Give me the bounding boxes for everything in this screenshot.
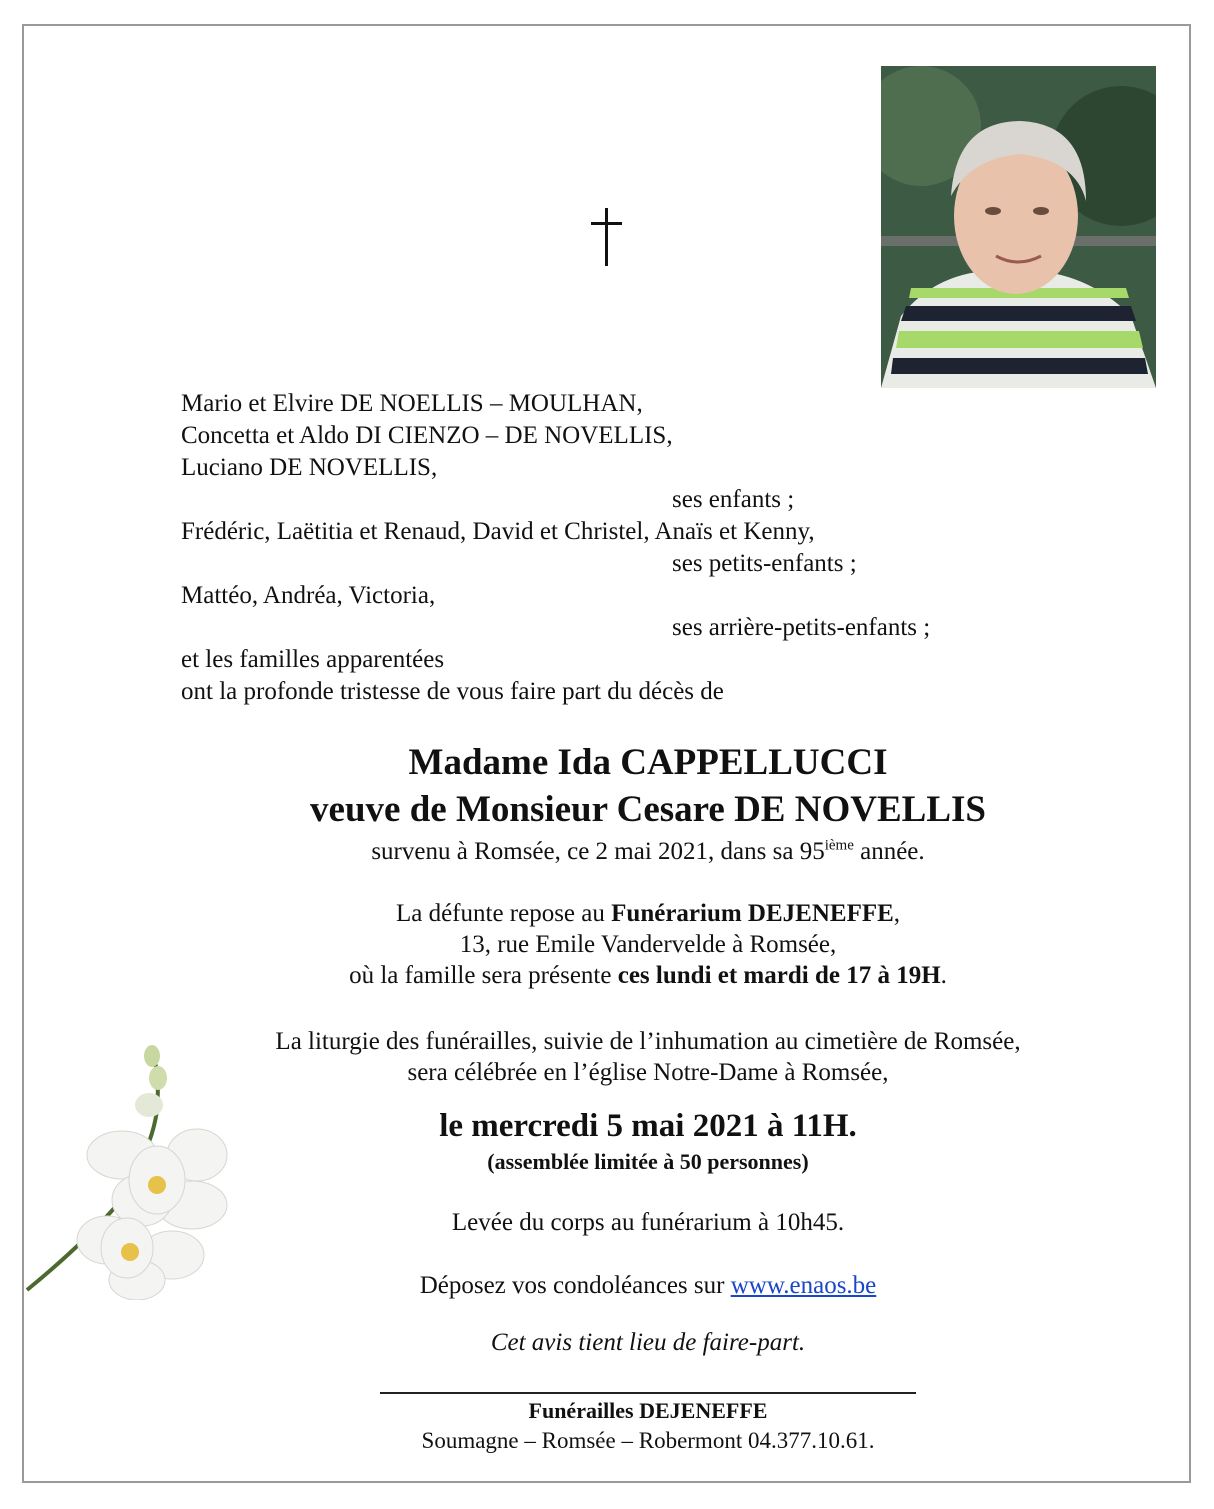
footer-divider <box>380 1392 916 1394</box>
notice-text: Cet avis tient lieu de faire-part. <box>490 1329 806 1356</box>
cross-icon <box>588 208 626 266</box>
orchid-icon <box>22 1040 232 1300</box>
family-great-grandchildren: Mattéo, Andréa, Victoria, <box>181 582 436 609</box>
portrait-photo <box>881 66 1156 388</box>
family-announcement: ont la profonde tristesse de vous faire part du décès de <box>181 678 724 705</box>
condolences-line: Déposez vos condoléances sur www.enaos.be <box>419 1272 877 1299</box>
family-children-2: Concetta et Aldo DI CIENZO – DE NOVELLIS, <box>181 422 673 449</box>
ceremony-date: le mercredi 5 mai 2021 à 11H. <box>439 1108 857 1144</box>
death-details: survenu à Romsée, ce 2 mai 2021, dans sa 95ième année. <box>371 837 925 865</box>
family-children-3: Luciano DE NOVELLIS, <box>181 454 438 481</box>
visitation-line-2: 13, rue Emile Vandervelde à Romsée, <box>459 931 837 958</box>
children-label: ses enfants ; <box>672 486 795 513</box>
deceased-name: Madame Ida CAPPELLUCCI <box>408 742 888 783</box>
condolences-link[interactable]: www.enaos.be <box>730 1272 877 1299</box>
deceased-widow-of: veuve de Monsieur Cesare DE NOVELLIS <box>310 789 986 830</box>
footer-locations: Soumagne – Romsée – Robermont 04.377.10.61. <box>421 1428 875 1453</box>
family-grandchildren: Frédéric, Laëtitia et Renaud, David et Christel, Anaïs et Kenny, <box>181 518 815 545</box>
ceremony-line-2: sera célébrée en l’église Notre-Dame à Romsée, <box>407 1059 889 1086</box>
visitation-line-1: La défunte repose au Funérarium DEJENEFFE, <box>395 900 901 927</box>
great-grandchildren-label: ses arrière-petits-enfants ; <box>672 614 931 641</box>
grandchildren-label: ses petits-enfants ; <box>672 550 857 577</box>
family-relatives: et les familles apparentées <box>181 646 445 673</box>
ceremony-line-1: La liturgie des funérailles, suivie de l’inhumation au cimetière de Romsée, <box>275 1028 1021 1055</box>
visitation-line-3: où la famille sera présente ces lundi et mardi de 17 à 19H. <box>349 962 947 989</box>
levee-du-corps: Levée du corps au funérarium à 10h45. <box>451 1209 845 1236</box>
family-children-1: Mario et Elvire DE NOELLIS – MOULHAN, <box>181 390 643 417</box>
ceremony-limit: (assemblée limitée à 50 personnes) <box>487 1149 809 1174</box>
footer-company: Funérailles DEJENEFFE <box>528 1398 768 1423</box>
